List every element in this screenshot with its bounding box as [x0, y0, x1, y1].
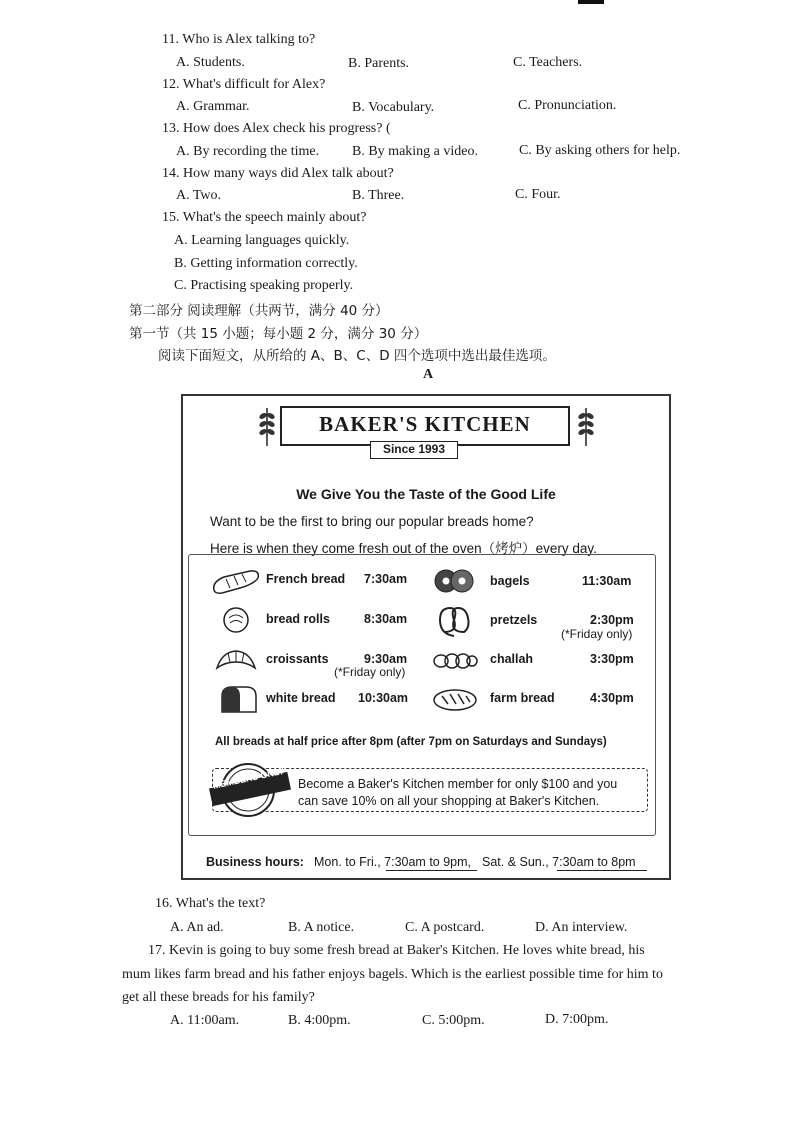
q13-option-c[interactable]: C. By asking others for help.	[519, 143, 681, 158]
q16-option-c[interactable]: C. A postcard.	[405, 920, 485, 935]
q13-option-a[interactable]: A. By recording the time.	[176, 144, 320, 159]
wheat-right-icon	[574, 404, 598, 448]
bread-rolls-icon	[222, 606, 250, 634]
members-badge-text: MEMBERS ONLY	[212, 765, 286, 791]
q17-option-c[interactable]: C. 5:00pm.	[422, 1013, 485, 1028]
item-time: 3:30pm	[590, 652, 634, 666]
q14-option-b[interactable]: B. Three.	[352, 188, 405, 203]
ad-line2: Here is when they come fresh out of the oven（烤炉）every day.	[210, 541, 597, 556]
q17-line2: mum likes farm bread and his father enjoys bagels. Which is the earliest possible time for him to	[122, 967, 663, 982]
item-note: (*Friday only)	[334, 665, 406, 679]
q16-option-b[interactable]: B. A notice.	[288, 920, 355, 935]
hours-weekday: Mon. to Fri., 7:30am to 9pm,	[314, 855, 472, 869]
q15-stem: 15. What's the speech mainly about?	[162, 210, 367, 225]
q16-stem: 16. What's the text?	[155, 896, 266, 911]
q12-option-b[interactable]: B. Vocabulary.	[352, 100, 435, 115]
q11-option-c[interactable]: C. Teachers.	[513, 55, 583, 70]
item-time: 10:30am	[358, 691, 409, 705]
instruction: 阅读下面短文，从所给的 A、B、C、D 四个选项中选出最佳选项。	[158, 348, 556, 364]
challah-icon	[432, 650, 478, 672]
part2-heading: 第二部分 阅读理解（共两节，满分 40 分）	[129, 303, 389, 319]
ad-title: BAKER'S KITCHEN	[319, 412, 531, 436]
item-name: bread rolls	[266, 612, 330, 626]
q17-option-d[interactable]: D. 7:00pm.	[545, 1012, 609, 1027]
half-price-notice: All breads at half price after 8pm (after 7pm on Saturdays and Sundays)	[215, 736, 607, 748]
hours-underline	[386, 870, 477, 871]
q15-option-b[interactable]: B. Getting information correctly.	[174, 256, 358, 271]
bagels-icon	[432, 566, 476, 596]
hours-underline	[557, 870, 647, 871]
q15-option-a[interactable]: A. Learning languages quickly.	[174, 233, 350, 248]
passage-label: A	[423, 367, 434, 382]
ad-headline: We Give You the Taste of the Good Life	[296, 486, 556, 502]
item-note: (*Friday only)	[561, 627, 633, 641]
q14-option-c[interactable]: C. Four.	[515, 187, 561, 202]
member-line2: can save 10% on all your shopping at Baker's Kitchen.	[298, 794, 600, 808]
q11-stem: 11. Who is Alex talking to?	[162, 32, 316, 47]
item-name: bagels	[490, 574, 530, 588]
pretzel-icon	[436, 604, 472, 640]
wheat-left-icon	[255, 404, 279, 448]
scan-mark	[578, 0, 604, 4]
q14-option-a[interactable]: A. Two.	[176, 188, 222, 203]
item-name: challah	[490, 652, 534, 666]
item-time: 2:30pm	[590, 613, 634, 627]
item-time: 7:30am	[364, 572, 408, 586]
item-name: French bread	[266, 572, 346, 586]
white-bread-icon	[218, 684, 258, 716]
q17-line3: get all these breads for his family?	[122, 990, 315, 1005]
q12-option-c[interactable]: C. Pronunciation.	[518, 98, 617, 113]
item-name: pretzels	[490, 613, 538, 627]
q11-option-a[interactable]: A. Students.	[176, 55, 245, 70]
section1-heading: 第一节（共 15 小题；每小题 2 分，满分 30 分）	[129, 326, 428, 342]
q16-option-d[interactable]: D. An interview.	[535, 920, 628, 935]
item-name: farm bread	[490, 691, 555, 705]
member-line1: Become a Baker's Kitchen member for only $100 and you	[298, 777, 618, 791]
ad-line1: Want to be the first to bring our popular breads home?	[210, 514, 534, 529]
q11-option-b[interactable]: B. Parents.	[348, 56, 410, 71]
q17-option-b[interactable]: B. 4:00pm.	[288, 1013, 351, 1028]
item-name: croissants	[266, 652, 329, 666]
members-badge-icon	[208, 760, 298, 820]
hours-weekend: Sat. & Sun., 7:30am to 8pm	[482, 855, 636, 869]
french-bread-icon	[210, 568, 262, 596]
item-time: 8:30am	[364, 612, 408, 626]
q17-option-a[interactable]: A. 11:00am.	[170, 1013, 240, 1028]
item-time: 9:30am	[364, 652, 408, 666]
q17-line1: 17. Kevin is going to buy some fresh bread at Baker's Kitchen. He loves white bread, his	[148, 943, 645, 958]
q13-option-b[interactable]: B. By making a video.	[352, 144, 478, 159]
q15-option-c[interactable]: C. Practising speaking properly.	[174, 278, 354, 293]
q16-option-a[interactable]: A. An ad.	[170, 920, 224, 935]
item-time: 11:30am	[582, 574, 632, 588]
q12-option-a[interactable]: A. Grammar.	[176, 99, 250, 114]
hours-label: Business hours:	[206, 855, 304, 869]
croissant-icon	[214, 648, 258, 674]
q12-stem: 12. What's difficult for Alex?	[162, 77, 326, 92]
item-name: white bread	[266, 691, 336, 705]
since-ribbon: Since 1993	[370, 441, 458, 459]
farm-bread-icon	[432, 687, 478, 713]
q13-stem: 13. How does Alex check his progress? (	[162, 121, 391, 136]
item-time: 4:30pm	[590, 691, 634, 705]
q14-stem: 14. How many ways did Alex talk about?	[162, 166, 394, 181]
